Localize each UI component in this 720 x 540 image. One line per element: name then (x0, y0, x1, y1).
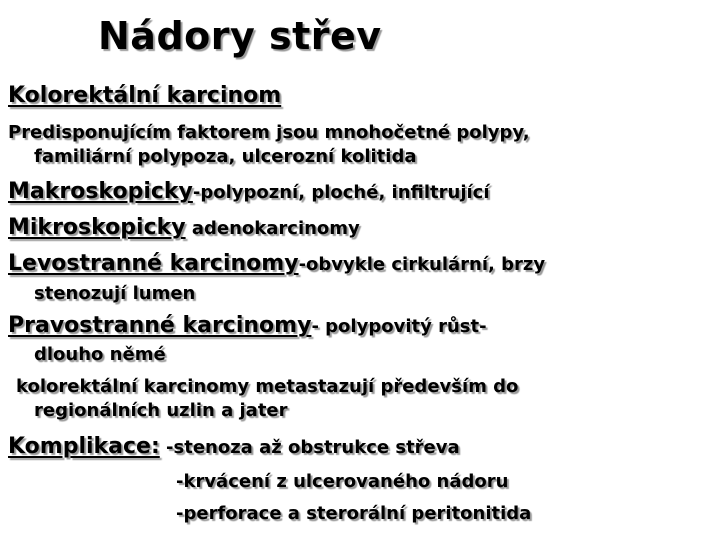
predisposition-line-2: familiární polypoza, ulcerozní kolitida (34, 146, 417, 167)
slide-title: Nádory střev (98, 14, 382, 58)
complications-line (8, 434, 460, 459)
microscopic-text: adenokarcinomy (185, 218, 360, 239)
right-sided-continuation: dlouho němé (34, 344, 166, 365)
right-sided-label: Pravostranné karcinomy (8, 313, 312, 338)
right-sided-text: - polypovitý růst- (311, 316, 487, 337)
left-sided-text: -obvykle cirkulární, brzy (298, 254, 546, 275)
left-sided-line (8, 251, 545, 276)
left-sided-continuation: stenozují lumen (34, 283, 196, 304)
right-sided-line (8, 313, 487, 338)
microscopic-label: Mikroskopicky (8, 215, 186, 240)
complications-label: Komplikace: (8, 434, 160, 459)
macroscopic-line (8, 179, 490, 204)
metastasis-line-2: regionálních uzlin a jater (34, 400, 288, 421)
left-sided-label: Levostranné karcinomy (8, 251, 299, 276)
metastasis-line-1: kolorektální karcinomy metastazují především do (16, 376, 519, 397)
microscopic-line (8, 215, 360, 240)
predisposition-line-1: Predisponujícím faktorem jsou mnohočetné polypy, (8, 122, 530, 143)
complication-item-3: -perforace a sterorální peritonitida (176, 503, 532, 524)
complication-item-2: -krvácení z ulcerovaného nádoru (176, 471, 509, 492)
section-heading: Kolorektální karcinom (8, 83, 282, 108)
complication-item-1: -stenoza až obstrukce střeva (159, 437, 460, 458)
macroscopic-label: Makroskopicky (8, 179, 193, 204)
macroscopic-text: -polypozní, ploché, infiltrující (192, 182, 490, 203)
